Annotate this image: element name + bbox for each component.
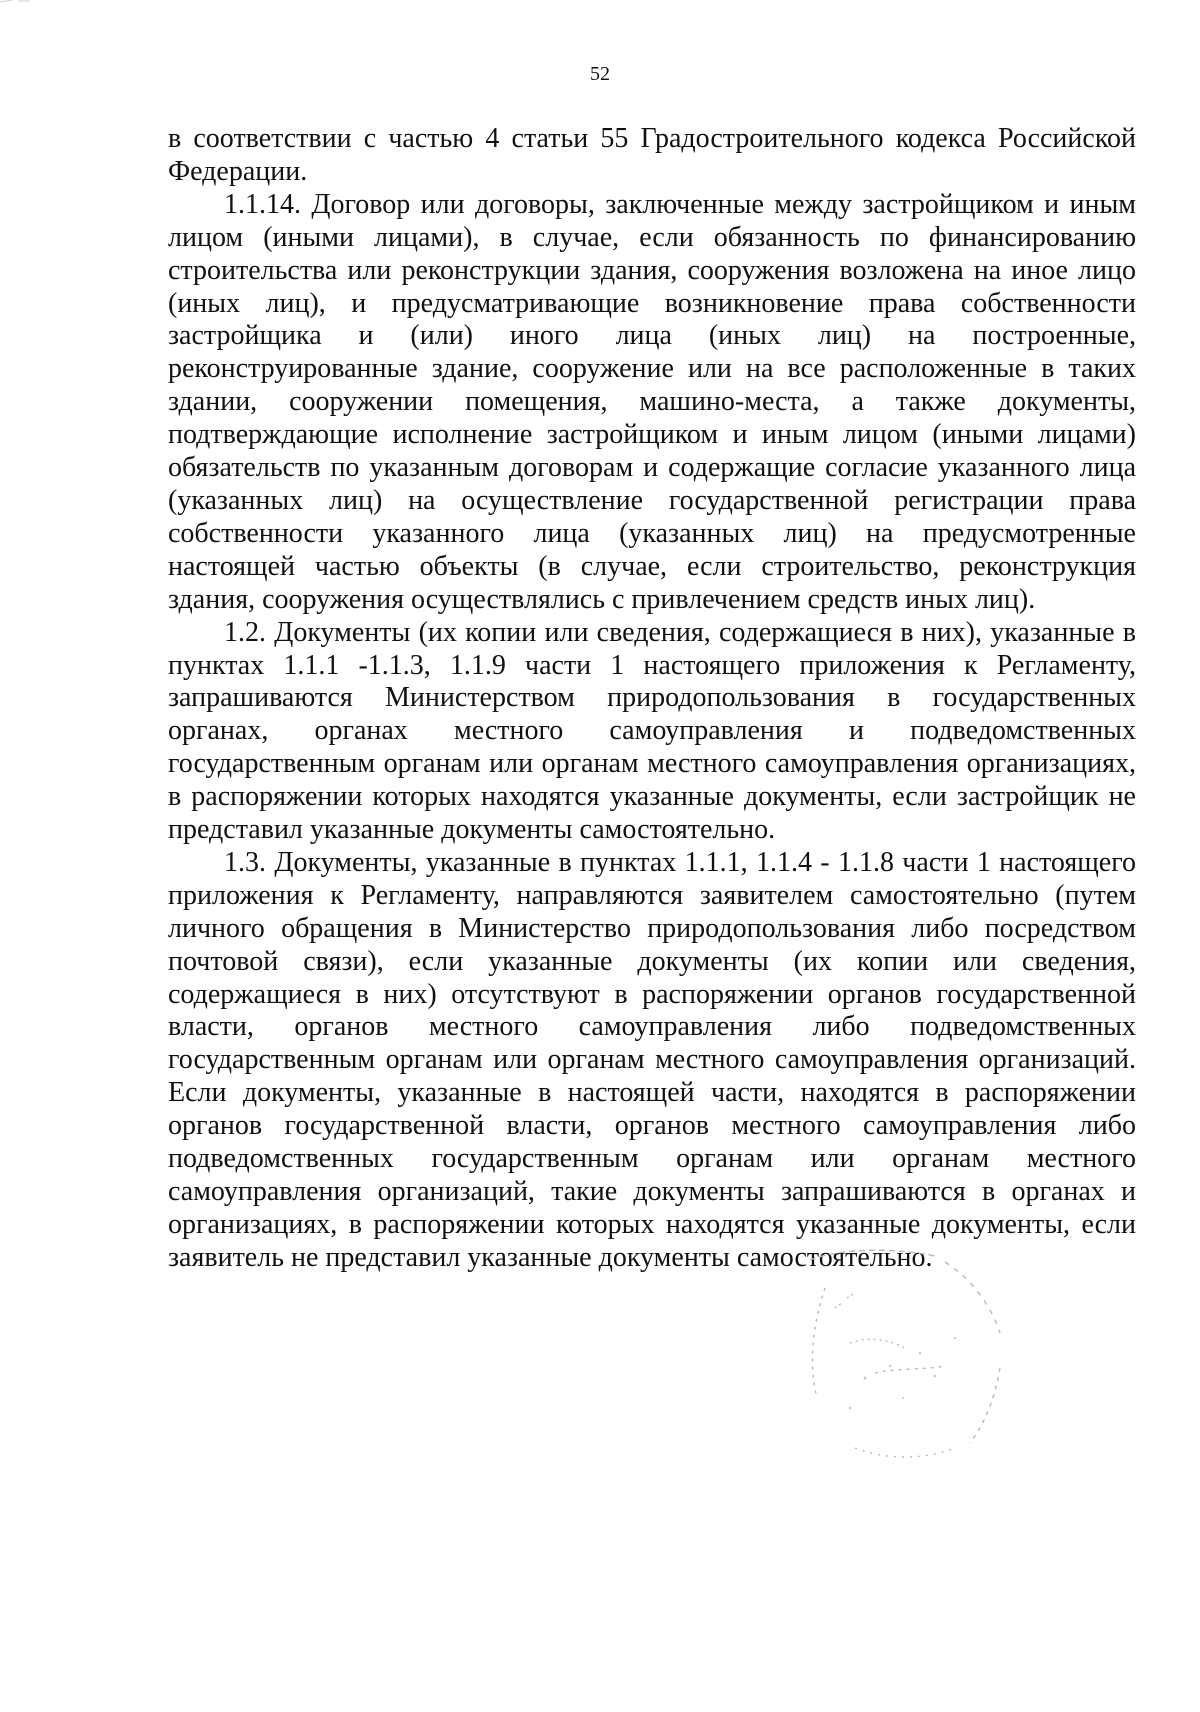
document-body bbox=[168, 123, 1136, 1275]
paragraph-1-2: 1.2. Документы (их копии или сведения, содержащиеся в них), указанные в пунктах 1.1.1 -1.1.3, 1.1.9 части 1 настоящего приложения к Регламенту, запрашиваются Министерством природопользования в государственных органах, органах местного самоуправления и подведомственных государственным органам или органам местного самоуправления организациях, в распоряжении которых находятся указанные документы, если застройщик не представил указанные документы самостоятельно. bbox=[168, 616, 1136, 846]
paragraph-1-3: 1.3. Документы, указанные в пунктах 1.1.1, 1.1.4 - 1.1.8 части 1 настоящего приложения к Регламенту, направляются заявителем самостоятельно (путем личного обращения в Министерство природопользования либо посредством почтовой связи), если указанные документы (их копии или сведения, содержащиеся в них) отсутствуют в распоряжении органов государственной власти, органов местного самоуправления либо подведомственных государственным органам или органам местного самоуправления организаций. Если документы, указанные в настоящей части, находятся в распоряжении органов государственной власти, органов местного самоуправления либо подведомственных государственным органам или органам местного самоуправления организаций, такие документы запрашиваются в органах и организациях, в распоряжении которых находятся указанные документы, если заявитель не представил указанные документы самостоятельно. bbox=[168, 846, 1136, 1273]
scan-corner-mark bbox=[0, 0, 40, 10]
page-number: 52 bbox=[590, 63, 610, 85]
paragraph-1-1-14: 1.1.14. Договор или договоры, заключенные между застройщиком и иным лицом (иными лицами), в случае, если обязанность по финансированию строительства или реконструкции здания, сооружения возложена на иное лицо (иных лиц), и предусматривающие возникновение права собственности застройщика и (или) иного лица (иных лиц) на построенные, реконструированные здание, сооружение или на все расположенные в таких здании, сооружении помещения, машино-места, а также документы, подтверждающие исполнение застройщиком и иным лицом (иными лицами) обязательств по указанным договорам и содержащие согласие указанного лица (указанных лиц) на осуществление государственной регистрации права собственности указанного лица (указанных лиц) на предусмотренные настоящей частью объекты (в случае, если строительство, реконструкция здания, сооружения осуществлялись с привлечением средств иных лиц). bbox=[168, 188, 1136, 615]
paragraph-continuation: в соответствии с частью 4 статьи 55 Градостроительного кодекса Российской Федерации. bbox=[168, 123, 1136, 187]
faded-stamp-seal bbox=[795, 1248, 1025, 1478]
